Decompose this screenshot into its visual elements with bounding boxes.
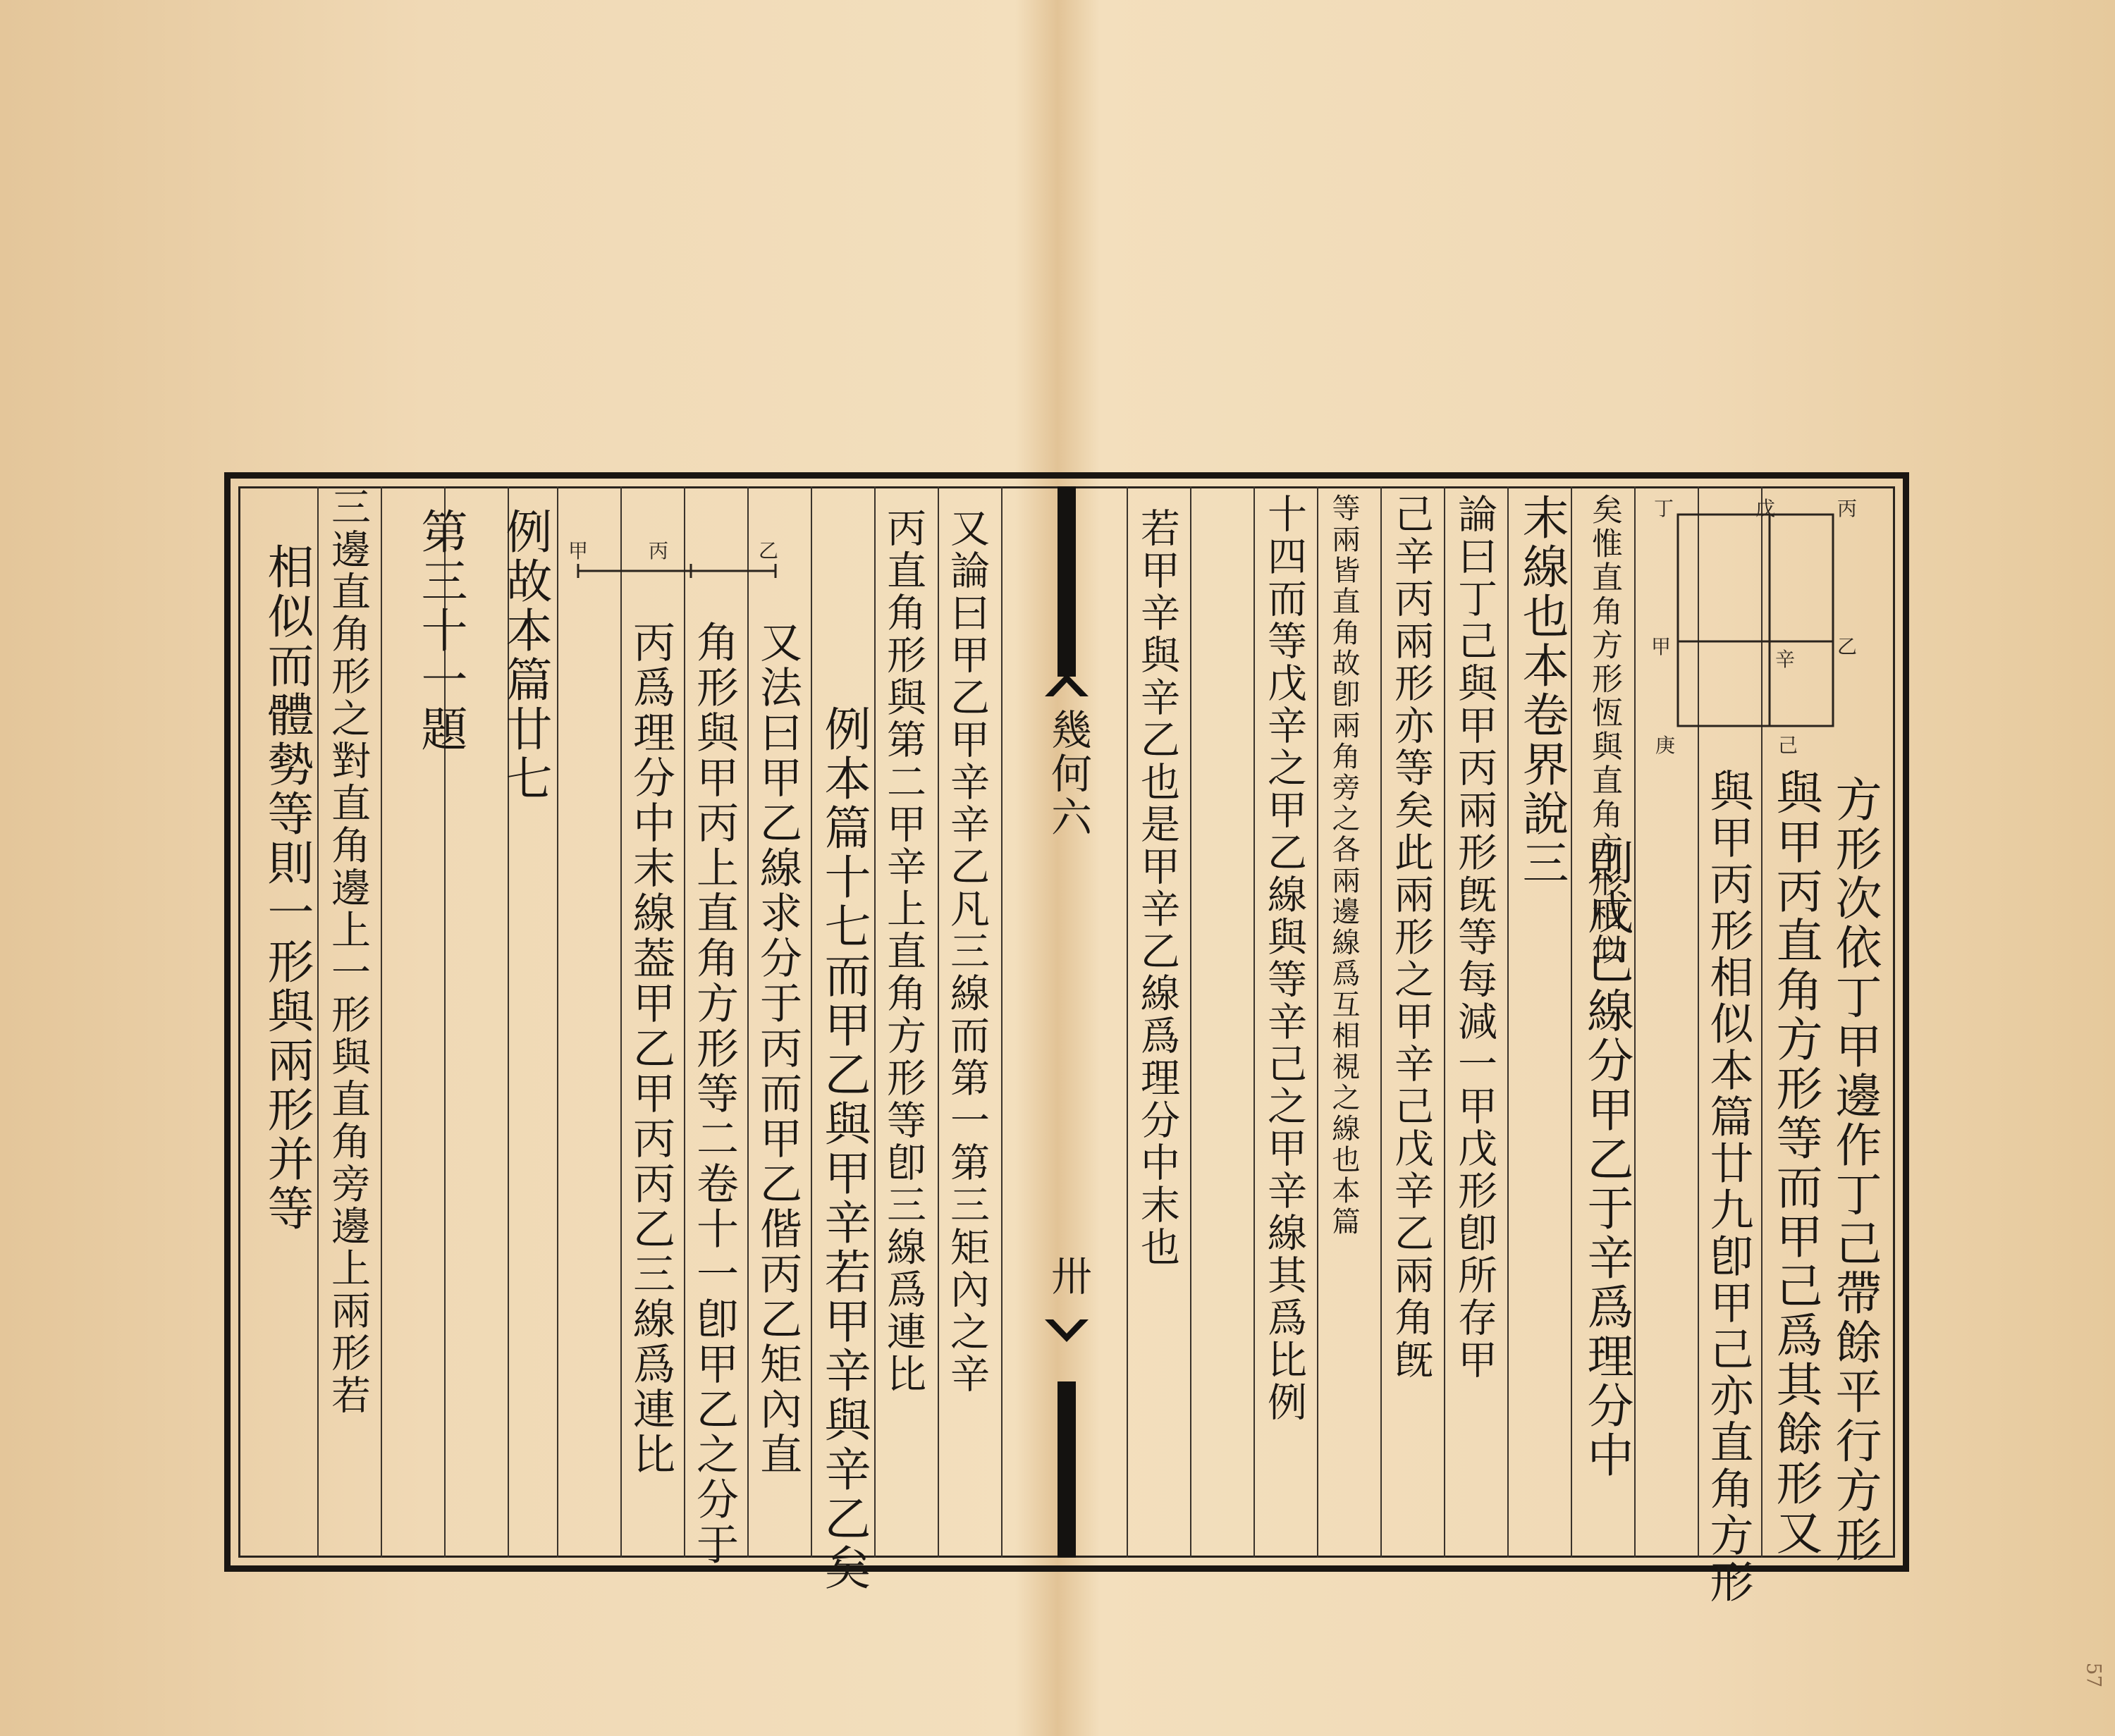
section-heading: 第三十一題 bbox=[413, 507, 467, 754]
label-bing: 丙 bbox=[649, 539, 669, 562]
fish-tail-upper-icon bbox=[1043, 670, 1090, 691]
text-column: 又論曰甲乙甲辛辛乙凡三線而第一第三矩內之辛 bbox=[944, 507, 990, 1396]
line-diagram bbox=[564, 536, 790, 592]
label-ji: 己 bbox=[1778, 734, 1798, 757]
column-rule bbox=[1317, 486, 1318, 1558]
column-rule bbox=[557, 486, 558, 1558]
column-rule bbox=[1634, 486, 1636, 1558]
label-ding: 丁 bbox=[1654, 497, 1674, 520]
text-column: 角形與甲丙上直角方形等二卷十一卽甲乙之分于 bbox=[689, 620, 739, 1568]
column-rule bbox=[317, 486, 319, 1558]
text-column: 等兩皆直角故卽兩角旁之各兩邊線爲互相視之線也本篇 bbox=[1328, 493, 1360, 1238]
text-column: 己辛丙兩形亦等矣此兩形之甲辛己戊辛乙兩角旣 bbox=[1388, 493, 1434, 1381]
text-column: 丙爲理分中末線葢甲乙甲丙丙乙三線爲連比 bbox=[626, 620, 675, 1477]
label-yi: 乙 bbox=[759, 539, 779, 562]
column-rule bbox=[1507, 486, 1509, 1558]
column-rule bbox=[1001, 486, 1003, 1558]
column-rule bbox=[747, 486, 749, 1558]
text-column: 三邊直角形之對直角邊上一形與直角旁邊上兩形若 bbox=[325, 486, 371, 1417]
text-column: 相似而體勢等則一形與兩形并等 bbox=[259, 543, 314, 1233]
spine-bar-bottom bbox=[1058, 1381, 1076, 1558]
column-rule bbox=[1571, 486, 1572, 1558]
column-rule bbox=[1190, 486, 1191, 1558]
text-column: 方形次依丁甲邊作丁己帶餘平行方形 bbox=[1827, 775, 1882, 1565]
text-column: 矣惟直角方形恆與直角方形相似 bbox=[1586, 493, 1622, 967]
label-geng: 庚 bbox=[1655, 734, 1676, 757]
rectangle-diagram bbox=[1650, 493, 1861, 761]
column-rule bbox=[1444, 486, 1445, 1558]
text-column: 論曰丁己與甲丙兩形旣等每減一甲戊形卽所存甲 bbox=[1452, 493, 1497, 1381]
column-rule bbox=[684, 486, 685, 1558]
text-column: 又法曰甲乙線求分于丙而甲乙偕丙乙矩內直 bbox=[753, 620, 802, 1477]
text-column: 末線也本卷界說三 bbox=[1514, 493, 1569, 888]
text-column: 例本篇十七而甲乙與甲辛若甲辛與辛乙矣 bbox=[816, 705, 871, 1593]
column-rule bbox=[1127, 486, 1128, 1558]
label-yi: 乙 bbox=[1837, 635, 1858, 658]
spine-bar-top bbox=[1058, 486, 1076, 677]
label-jia: 甲 bbox=[568, 539, 589, 562]
column-rule bbox=[1253, 486, 1255, 1558]
text-column: 十四而等戊辛之甲乙線與等辛己之甲辛線其爲比例 bbox=[1261, 493, 1307, 1424]
label-xin: 辛 bbox=[1775, 648, 1796, 671]
column-rule bbox=[1380, 486, 1382, 1558]
text-column: 與甲丙直角方形等而甲己爲其餘形又 bbox=[1768, 768, 1822, 1558]
label-jia: 甲 bbox=[1651, 635, 1672, 658]
column-rule bbox=[620, 486, 622, 1558]
center-spine bbox=[1043, 486, 1090, 1558]
column-rule bbox=[381, 486, 382, 1558]
text-column: 若甲辛與辛乙也是甲辛乙線爲理分中末也 bbox=[1134, 507, 1180, 1269]
page-number: 57 bbox=[2082, 1662, 2106, 1688]
column-rule bbox=[938, 486, 939, 1558]
label-bing: 丙 bbox=[1837, 497, 1858, 520]
column-rule bbox=[874, 486, 876, 1558]
text-column: 則戊己線分甲乙于辛爲理分中 bbox=[1579, 839, 1633, 1480]
text-column: 與甲丙形相似本篇廿九卽甲己亦直角方形 bbox=[1703, 768, 1754, 1606]
label-wu: 戊 bbox=[1755, 497, 1776, 520]
fish-tail-lower-icon bbox=[1043, 1318, 1090, 1339]
text-column: 丙直角形與第二甲辛上直角方形等卽三線爲連比 bbox=[881, 507, 926, 1396]
column-rule bbox=[811, 486, 812, 1558]
chapter-title: 幾何六 bbox=[1044, 708, 1092, 839]
text-column: 例故本篇廿七 bbox=[498, 507, 552, 804]
folio-mark: 卅 bbox=[1044, 1255, 1092, 1298]
